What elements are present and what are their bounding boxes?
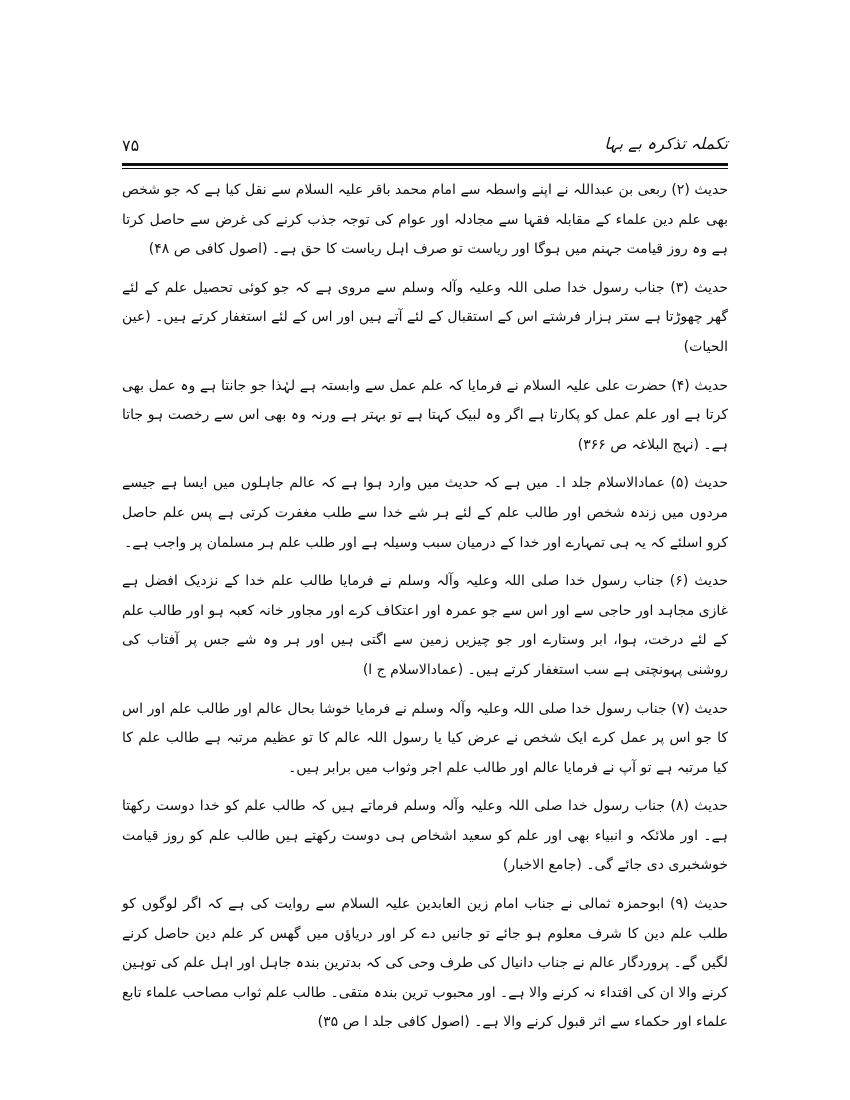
- header-rule-thick: [122, 163, 728, 166]
- hadith-paragraph-9: حدیث (۹) ابوحمزہ ثمالی نے جناب امام زین العابدین علیہ السلام سے روایت کی ہے کہ اگر لوگوں کو طلب علم دین کا شرف معلوم ہو جائے تو جانیں دے کر اور دریاؤں میں گھس کر علم دین حاصل کرنے لگیں گے۔ پروردگار عالم نے جناب دانیال کی طرف وحی کی کہ بدترین بندہ جاہل اور اہل علم کی توہین کرنے والا ان کی اقتداء نہ کرنے والا ہے۔ اور محبوب ترین بندہ متقی۔ طالب علم ثواب مصاحب علماء تابع علماء اور حکماء سے اثر قبول کرنے والا ہے۔ (اصول کافی جلد ا ص ۳۵): [122, 896, 728, 1031]
- header-rule-thin: [122, 168, 728, 169]
- hadith-paragraph-4: حدیث (۴) حضرت علی علیہ السلام نے فرمایا کہ علم عمل سے وابستہ ہے لہٰذا جو جانتا ہے وہ عمل بھی کرتا ہے اور علم عمل کو پکارتا ہے اگر وہ لبیک کہتا ہے تو بہتر ہے ورنہ وہ بھی اس سے رخصت ہو جاتا ہے۔ (نہج البلاغہ ص ۳۶۶): [122, 377, 729, 453]
- page-number: ۷۵: [122, 136, 140, 155]
- hadith-paragraph-8: حدیث (۸) جناب رسول خدا صلی اللہ وعلیہ وآلہ وسلم فرماتے ہیں کہ طالب علم کو خدا دوست رکھتا ہے۔ اور ملائکہ و انبیاء بھی اور علم کو سعید اشخاص ہی دوست رکھتے ہیں طالب علم کو روز قیامت خوشخبری دی جائے گی۔ (جامع الاخبار): [122, 798, 729, 874]
- running-title: تکملہ تذکرہ بے بہا: [604, 134, 728, 153]
- page-header: [122, 132, 728, 162]
- hadith-paragraph-5: حدیث (۵) عمادالاسلام جلد ا۔ میں ہے کہ حدیث میں وارد ہوا ہے کہ عالم جاہلوں میں ایسا ہے جیسے مردوں میں زندہ شخص اور طالب علم کے لئے ہر شے خدا سے طلب مغفرت کرتی ہے پس علم حاصل کرو اسلئے کہ یہ ہی تمہارے اور خدا کے درمیان سبب وسیلہ ہے اور طلب علم ہر مسلمان پر واجب ہے۔: [122, 475, 728, 551]
- body-text: [122, 176, 728, 1056]
- hadith-paragraph-3: حدیث (۳) جناب رسول خدا صلی اللہ وعلیہ وآلہ وسلم سے مروی ہے کہ جو کوئی تحصیل علم کے لئے گھر چھوڑتا ہے ستر ہزار فرشتے اس کے استقبال کے لئے آتے ہیں اور اس کے لئے استغفار کرتے ہیں۔ (عین الحیات): [122, 279, 729, 355]
- hadith-paragraph-6: حدیث (۶) جناب رسول خدا صلی اللہ وعلیہ وآلہ وسلم نے فرمایا طالب علم خدا کے نزدیک افضل ہے غازی مجاہد اور حاجی سے اور اس سے جو عمرہ اور اعتکاف کرے اور مجاور خانہ کعبہ ہو اور طالب علم کے لئے درخت، ہوا، ابر وستارے اور جو چیزیں زمین سے اگتی ہیں اور ہر وہ شے جس پر آفتاب کی روشنی پہونچتی ہے سب استغفار کرتے ہیں۔ (عمادالاسلام ج ا): [122, 573, 728, 678]
- hadith-paragraph-7: حدیث (۷) جناب رسول خدا صلی اللہ وعلیہ وآلہ وسلم نے فرمایا خوشا بحال عالم اور طالب علم اور اس کا جو اس پر عمل کرے ایک شخص نے عرض کیا یا رسول اللہ عالم کا تو عظیم مرتبہ ہے طالب علم کا کیا مرتبہ ہے تو آپ نے فرمایا عالم اور طالب علم اجر وثواب میں برابر ہیں۔: [122, 700, 729, 776]
- hadith-paragraph-2: حدیث (۲) ربعی بن عبداللہ نے اپنے واسطہ سے امام محمد باقر علیہ السلام سے نقل کیا ہے کہ جو شخص بھی علم دین علماء کے مقابلہ فقہا سے مجادلہ اور عوام کی توجہ جذب کرنے کی غرض سے حاصل کرتا ہے وہ روز قیامت جہنم میں ہوگا اور ریاست تو صرف اہل ریاست کا حق ہے۔ (اصول کافی ص ۴۸): [122, 182, 728, 258]
